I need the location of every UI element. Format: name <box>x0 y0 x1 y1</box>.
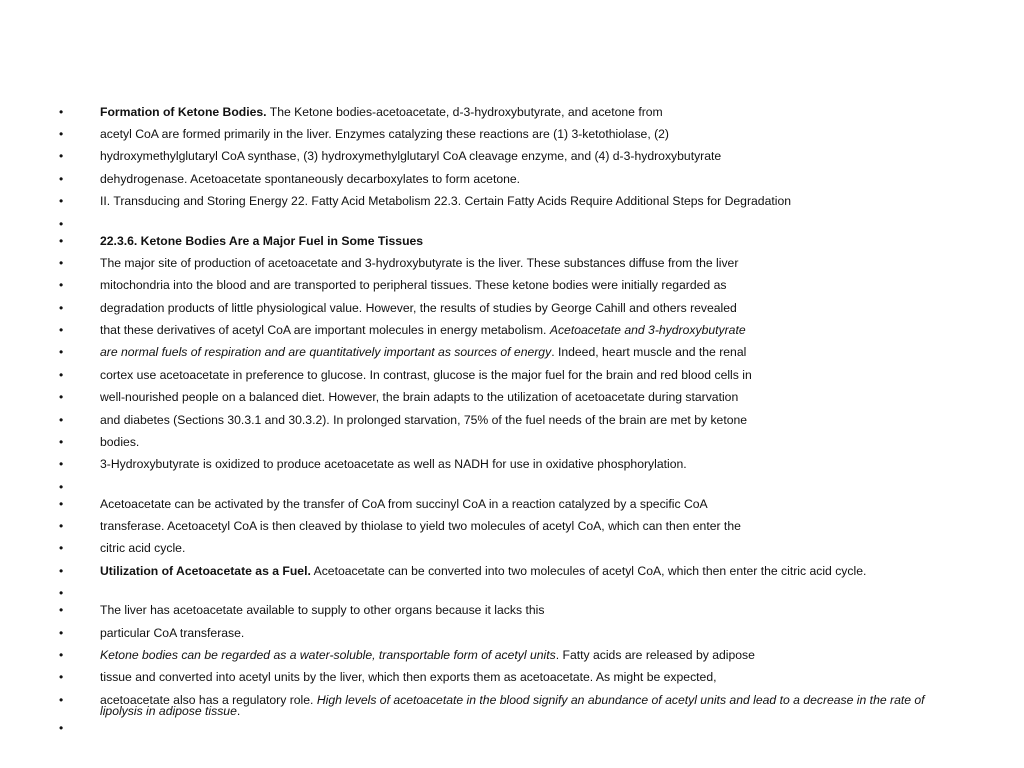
bullet-text-segment: degradation products of little physiological value. However, the results of studies by George Cahill and others revealed <box>100 300 737 315</box>
bullet-text-segment: citric acid cycle. <box>100 541 186 556</box>
bullet-item <box>56 367 968 389</box>
bullet-item <box>56 647 968 669</box>
bullet-item <box>56 586 968 603</box>
bullet-item <box>56 390 968 412</box>
bullet-item <box>56 322 968 344</box>
bullet-item <box>56 563 968 585</box>
bullet-item <box>56 300 968 322</box>
bullet-item <box>56 149 968 171</box>
bullet-item <box>56 126 968 148</box>
bullet-text-segment: 22.3.6. Ketone Bodies Are a Major Fuel in Some Tissues <box>100 233 424 248</box>
bullet-item <box>56 625 968 647</box>
bullet-text-segment: bodies. <box>100 434 140 449</box>
bullet-text-segment: transferase. Acetoacetyl CoA is then cleaved by thiolase to yield two molecules of acetyl CoA, which can then enter the <box>100 519 741 534</box>
bullet-item <box>56 194 968 216</box>
bullet-text-segment: and diabetes (Sections 30.3.1 and 30.3.2). In prolonged starvation, 75% of the fuel needs of the brain are met by ketone <box>100 412 748 427</box>
bullet-item <box>56 457 968 479</box>
bullet-text-segment: acetyl CoA are formed primarily in the liver. Enzymes catalyzing these reactions are (1) 3-ketothiolase, (2) <box>100 127 669 142</box>
bullet-text-segment: II. Transducing and Storing Energy 22. Fatty Acid Metabolism 22.3. Certain Fatty Acids Require Additional Steps for Degradation <box>100 194 791 209</box>
bullet-item <box>56 412 968 434</box>
bullet-text-segment: tissue and converted into acetyl units by the liver, which then exports them as acetoacetate. As might be expected, <box>100 670 717 685</box>
bullet-text-segment: dehydrogenase. Acetoacetate spontaneously decarboxylates to form acetone. <box>100 171 521 186</box>
bullet-text-segment: mitochondria into the blood and are transported to peripheral tissues. These ketone bodies were initially regarded as <box>100 278 727 293</box>
bullet-item <box>56 278 968 300</box>
bullet-text-segment: . <box>236 704 241 719</box>
bullet-text-segment: Formation of Ketone Bodies. <box>100 104 267 119</box>
bullet-text-segment: High levels of acetoacetate in the blood signify an abundance of acetyl units and lead to a decrease in the rate of lipolysis in adipose tissue <box>100 692 925 719</box>
bullet-item <box>56 104 968 126</box>
bullet-text-segment: are normal fuels of respiration and are quantitatively important as sources of energy <box>100 345 552 360</box>
bullet-text-segment: hydroxymethylglutaryl CoA synthase, (3) hydroxymethylglutaryl CoA cleavage enzyme, and (4) d-3-hydroxybutyrate <box>100 149 722 164</box>
bullet-item <box>56 216 968 233</box>
bullet-text-segment: that these derivatives of acetyl CoA are important molecules in energy metabolism. <box>100 323 550 338</box>
bullet-text-segment: The liver has acetoacetate available to supply to other organs because it lacks this <box>100 603 545 618</box>
bullet-text-segment: Acetoacetate can be activated by the transfer of CoA from succinyl CoA in a reaction catalyzed by a specific CoA <box>100 496 708 511</box>
bullet-item <box>56 518 968 540</box>
bullet-text-segment: cortex use acetoacetate in preference to glucose. In contrast, glucose is the major fuel for the brain and red blood cells in <box>100 367 752 382</box>
bullet-text-segment: Acetoacetate can be converted into two molecules of acetyl CoA, which then enter the citric acid cycle. <box>310 563 867 578</box>
bullet-item <box>56 670 968 692</box>
bullet-text-segment: acetoacetate also has a regulatory role. <box>100 692 317 707</box>
bullet-text-segment: The major site of production of acetoacetate and 3-hydroxybutyrate is the liver. These substances diffuse from the liver <box>100 255 739 270</box>
bullet-item <box>56 541 968 563</box>
bullet-item <box>56 603 968 625</box>
bullet-text-segment: Utilization of Acetoacetate as a Fuel. <box>100 563 311 578</box>
bullet-text-segment: particular CoA transferase. <box>100 625 245 640</box>
bullet-text-segment: The Ketone bodies-acetoacetate, d-3-hydroxybutyrate, and acetone from <box>266 104 663 119</box>
bullet-text-segment: Ketone bodies can be regarded as a water-soluble, transportable form of acetyl units <box>100 647 556 662</box>
bullet-text-segment: Acetoacetate and 3-hydroxybutyrate <box>549 323 746 338</box>
bullet-list <box>56 104 968 738</box>
bullet-item <box>56 496 968 518</box>
bullet-item <box>56 721 968 738</box>
bullet-item <box>56 345 968 367</box>
bullet-item <box>56 171 968 193</box>
bullet-item <box>56 434 968 456</box>
bullet-text-segment: 3-Hydroxybutyrate is oxidized to produce acetoacetate as well as NADH for use in oxidative phosphorylation. <box>100 457 687 472</box>
bullet-text-segment: well-nourished people on a balanced diet. However, the brain adapts to the utilization of acetoacetate during starvation <box>100 390 739 405</box>
bullet-item <box>56 233 968 255</box>
bullet-text-segment: . Fatty acids are released by adipose <box>555 647 755 662</box>
bullet-item <box>56 692 968 721</box>
bullet-item <box>56 479 968 496</box>
bullet-item <box>56 255 968 277</box>
bullet-text-segment: . Indeed, heart muscle and the renal <box>551 345 747 360</box>
